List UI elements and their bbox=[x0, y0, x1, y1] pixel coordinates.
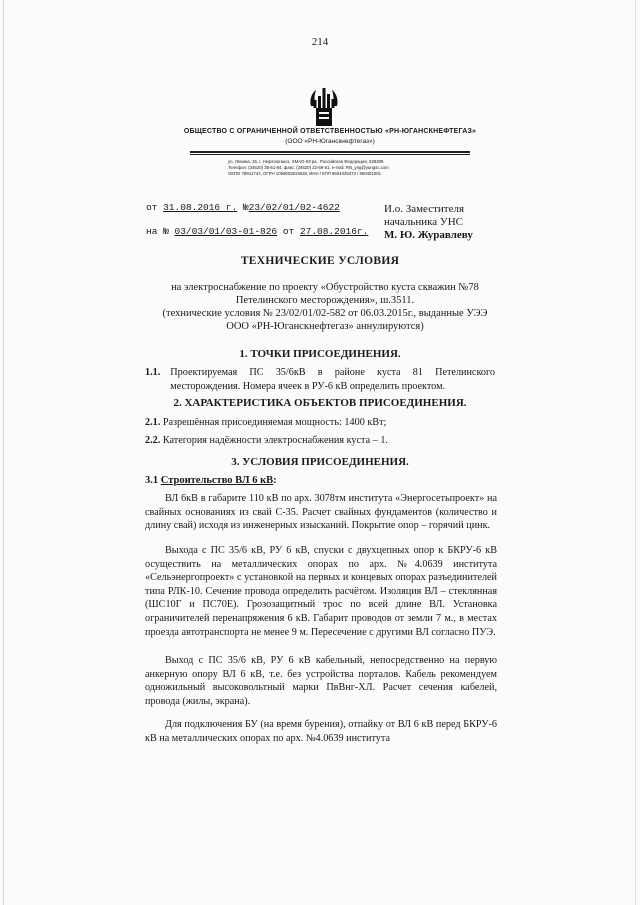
ref-prefix: от bbox=[146, 202, 164, 213]
letterhead-rule-thin bbox=[190, 154, 470, 155]
section-2-item-1 bbox=[145, 416, 495, 430]
addressee-department: начальника УНС bbox=[384, 216, 463, 228]
section-3-heading: 3. УСЛОВИЯ ПРИСОЕДИНЕНИЯ. bbox=[231, 456, 409, 468]
rosneft-logo-icon bbox=[303, 82, 345, 130]
addressee-name: М. Ю. Журавлеву bbox=[384, 229, 473, 241]
section-1-item bbox=[145, 366, 495, 393]
company-short-name: (ООО «РН-Юганскнефтегаз») bbox=[285, 138, 375, 145]
ref-no-prefix: № bbox=[237, 202, 249, 213]
paragraph: Выход с ПС 35/6 кВ, РУ 6 кВ кабельный, непосредственно на первую анкерную опору ВЛ 6 кВ, т.е. без устройства порталов. Кабель рекомендуем одножильный высоковольтный марки ПвВнг-ХЛ. Расчет сечения кабелей, провода (жилы, экрана). bbox=[145, 655, 497, 707]
subtitle-line: на электроснабжение по проекту «Обустройство куста скважин №78 bbox=[171, 282, 479, 293]
outgoing-reference bbox=[146, 202, 340, 213]
item-text: Проектируемая ПС 35/6кВ в районе куста 81 Петелинского месторождения. Номера ячеек в РУ-6 кВ определить проектом. bbox=[170, 367, 495, 392]
ref-number: 23/02/01/02-4622 bbox=[248, 202, 340, 213]
document-title: ТЕХНИЧЕСКИЕ УСЛОВИЯ bbox=[240, 255, 400, 267]
paragraph: ВЛ 6кВ в габарите 110 кВ по арх. 3078тм института «Энергосетьпроект» на свайных основаниях из свай С-35. Расчет свайных фундаментов (количество и длину свай) исходя из инженерных изысканий. Покрытие опор – горячий цинк. bbox=[145, 493, 497, 532]
subsection-colon: : bbox=[273, 475, 277, 486]
section-1-heading: 1. ТОЧКИ ПРИСОЕДИНЕНИЯ. bbox=[239, 348, 401, 360]
addressee-position: И.о. Заместителя bbox=[384, 203, 465, 215]
paragraph: Выхода с ПС 35/6 кВ, РУ 6 кВ, спуски с двухцепных опор к БКРУ-6 кВ осуществить на металлических опорах по арх. №4.0639 института «Сельэнергопроект» с установкой на первых и концевых опорах разъединителей типа РЛК-10. Сечение провода определить расчётом. Изоляция ВЛ – стеклянная (ШС10Г и ПС70Е). Грозозащитный трос по всей длине ВЛ. Установка ограничителей перенапряжения 6 кВ. Габарит проводов от земли 7 м., в местах проезда автотранспорта не менее 9 м. Пересечение с другими ВЛ согласно ПУЭ. bbox=[145, 545, 497, 638]
section-2-item-2 bbox=[145, 434, 495, 448]
ref-date: 27.08.2016г. bbox=[299, 226, 369, 237]
item-text: Категория надёжности электроснабжения куста – 1. bbox=[162, 435, 388, 446]
ref-prefix: на № bbox=[146, 226, 175, 237]
ref-mid: от bbox=[277, 226, 300, 237]
addressee-block bbox=[384, 203, 473, 242]
item-label: 2.2. bbox=[145, 435, 161, 446]
address-line: Телефон: (34620) 35-51-84, факс: (34620) 22-69-51, e-mail: RN_yng@yungsc.com bbox=[228, 165, 389, 170]
ref-number: 03/03/01/03-01-826 bbox=[174, 226, 278, 237]
subtitle-line: Петелинского месторождения», ш.3511. bbox=[235, 295, 415, 306]
subtitle-line: (технические условия № 23/02/01/02-582 от 06.03.2015г., выданные УЭЭ bbox=[162, 308, 488, 319]
ref-date: 31.08.2016 г. bbox=[163, 202, 238, 213]
subsection-title: Строительство ВЛ 6 кВ bbox=[160, 475, 274, 486]
incoming-reference bbox=[146, 226, 368, 237]
section-2-heading: 2. ХАРАКТЕРИСТИКА ОБЪЕКТОВ ПРИСОЕДИНЕНИЯ. bbox=[173, 397, 467, 409]
scan-edge-right bbox=[635, 0, 636, 905]
item-text: Разрешённая присоединяемая мощность: 1400 кВт; bbox=[162, 417, 387, 428]
subtitle-line: ООО «РН-Юганскнефтегаз» аннулируются) bbox=[226, 321, 424, 332]
page-number: 214 bbox=[311, 36, 329, 48]
address-line: ул. Ленина, 26, г. Нефтеюганск, ХМАО-Югра , Российская Федерация, 628309 bbox=[228, 159, 384, 164]
item-label: 1.1. bbox=[145, 367, 161, 378]
subsection-3-1-heading bbox=[145, 475, 277, 486]
subsection-label: 3.1 bbox=[145, 475, 161, 486]
company-name: ОБЩЕСТВО С ОГРАНИЧЕННОЙ ОТВЕТСТВЕННОСТЬЮ «РН-ЮГАНСКНЕФТЕГАЗ» bbox=[183, 128, 477, 135]
company-address bbox=[228, 159, 448, 177]
document-subtitle bbox=[140, 281, 510, 333]
item-label: 2.1. bbox=[145, 417, 161, 428]
paragraph: Для подключения БУ (на время бурения), отпайку от ВЛ 6 кВ перед БКРУ-6 кВ на металлических опорах по арх. №4.0639 института bbox=[145, 719, 497, 744]
address-line: ОКПО 78941742, ОГРН 1058602819538, ИНН / КПП 8604035473 / 860401001 bbox=[228, 171, 381, 176]
scan-edge-left bbox=[3, 0, 4, 905]
letterhead-rule bbox=[190, 151, 470, 153]
